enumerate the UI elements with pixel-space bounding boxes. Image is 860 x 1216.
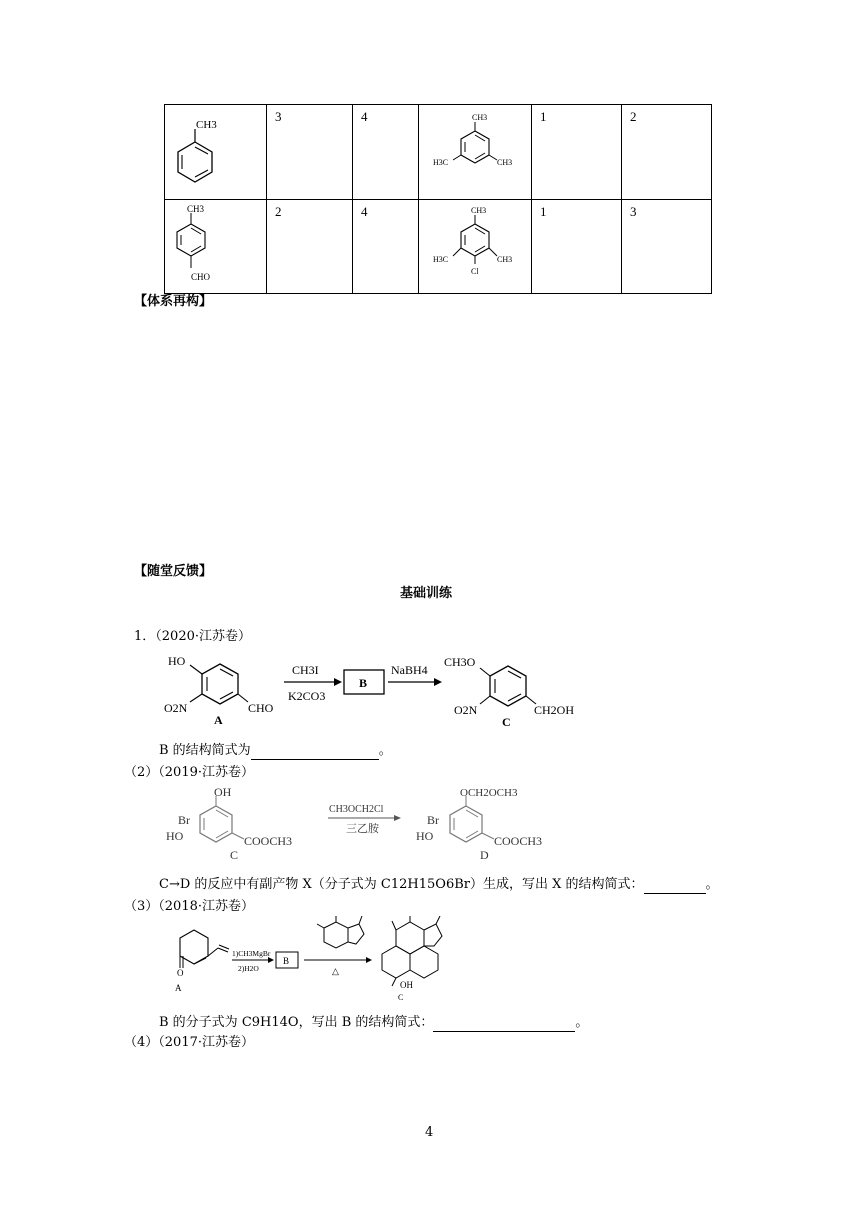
- bromo-label: Br: [427, 813, 439, 827]
- methyl-label: CH3: [497, 158, 513, 167]
- cell-value: 3: [622, 200, 712, 294]
- aldehyde-label: CHO: [248, 701, 274, 715]
- compound-label-A: A: [175, 983, 182, 993]
- section-heading-feedback: 【随堂反馈】: [134, 564, 213, 579]
- question-1-heading: 1．（2020·江苏卷）: [134, 629, 251, 644]
- chloromesitylene-cell: [419, 200, 532, 294]
- methyl-label: CH3: [472, 113, 488, 122]
- question-4-heading: （4）（2017·江苏卷）: [124, 1035, 254, 1050]
- subheading-basic-training: 基础训练: [400, 586, 453, 601]
- cell-value: 2: [622, 105, 712, 200]
- compound-label-D: D: [480, 848, 489, 862]
- methyl-label: H3C: [433, 158, 449, 167]
- p-tolualdehyde-structure: [165, 200, 266, 289]
- substituent-table: [164, 104, 712, 294]
- methoxy-label: CH3O: [444, 655, 476, 669]
- cell-value: 4: [353, 105, 419, 200]
- cell-value: 4: [353, 200, 419, 294]
- methyl-label: H3C: [433, 255, 449, 264]
- mesitylene-cell: [419, 105, 532, 200]
- table-row: [165, 200, 712, 294]
- cell-value: 3: [267, 105, 353, 200]
- q3-question: [159, 1014, 588, 1032]
- answer-blank[interactable]: [433, 1018, 575, 1032]
- methyl-label: CH3: [497, 255, 513, 264]
- reagent-label: CH3I: [292, 663, 319, 677]
- compound-label-C: C: [230, 848, 239, 862]
- hydroxy-label: HO: [168, 654, 186, 668]
- table-row: [165, 105, 712, 200]
- page-number: 4: [425, 1125, 434, 1140]
- q1-question: [159, 742, 392, 760]
- nitro-label: O2N: [454, 703, 478, 717]
- section-heading-system-rebuild: 【体系再构】: [134, 294, 213, 309]
- question-text: B 的结构简式为: [159, 743, 251, 758]
- ester-label: COOCH3: [494, 834, 543, 848]
- compound-label-C: C: [502, 715, 511, 729]
- reagent-label: 1)CH3MgBr: [232, 949, 271, 958]
- q2-reaction-scheme: [164, 784, 564, 868]
- box-B-label: B: [359, 676, 368, 690]
- hydroxymethyl-label: CH2OH: [534, 703, 575, 717]
- chloromesitylene-structure: [419, 200, 531, 289]
- punctuation: 。: [705, 877, 719, 892]
- reagent-label: K2CO3: [288, 689, 326, 703]
- cell-value: 1: [532, 105, 622, 200]
- cell-value: 1: [532, 200, 622, 294]
- question-3-heading: （3）（2018·江苏卷）: [124, 899, 254, 914]
- compound-label-C: C: [398, 993, 404, 1002]
- hydroxy-label: OH: [214, 785, 232, 799]
- nitro-label: O2N: [164, 701, 188, 715]
- answer-blank[interactable]: [251, 746, 379, 760]
- question-text: C→D 的反应中有副产物 X（分子式为 C12H15O6Br）生成，写出 X 的结构简式：: [159, 877, 644, 892]
- oxo-label: O: [177, 968, 184, 978]
- reagent-label: 2)H2O: [238, 964, 259, 973]
- punctuation: 。: [378, 743, 392, 758]
- compound-label-A: A: [214, 713, 223, 727]
- methyl-label: CH3: [187, 204, 205, 214]
- toluene-cell: [165, 105, 267, 200]
- toluene-structure: [165, 105, 266, 195]
- bromo-label: Br: [178, 813, 190, 827]
- hydroxy-label: OH: [400, 980, 413, 990]
- q3-reaction-scheme: [164, 916, 464, 1004]
- question-text: B 的分子式为 C9H14O，写出 B 的结构简式：: [159, 1015, 434, 1030]
- aldehyde-label: CHO: [191, 272, 211, 282]
- cell-value: 2: [267, 200, 353, 294]
- methyl-label: CH3: [471, 206, 487, 215]
- answer-blank[interactable]: [644, 880, 706, 894]
- question-2-heading: （2）（2019·江苏卷）: [124, 765, 254, 780]
- box-B-label: B: [283, 956, 290, 966]
- chloro-label: Cl: [471, 267, 479, 276]
- hydroxy-label: HO: [416, 829, 434, 843]
- mom-ether-label: OCH2OCH3: [460, 787, 518, 799]
- q2-question: [159, 876, 719, 894]
- p-tolualdehyde-cell: [165, 200, 267, 294]
- punctuation: 。: [575, 1015, 589, 1030]
- hydroxy-label: HO: [166, 829, 184, 843]
- ester-label: COOCH3: [244, 834, 293, 848]
- reagent-label: 三乙胺: [346, 823, 379, 835]
- mesitylene-structure: [419, 105, 531, 195]
- q1-reaction-scheme: [162, 650, 582, 730]
- reagent-label: NaBH4: [391, 663, 428, 677]
- reagent-label: CH3OCH2Cl: [329, 804, 384, 815]
- heat-symbol: △: [332, 966, 339, 976]
- methyl-label: CH3: [196, 119, 217, 131]
